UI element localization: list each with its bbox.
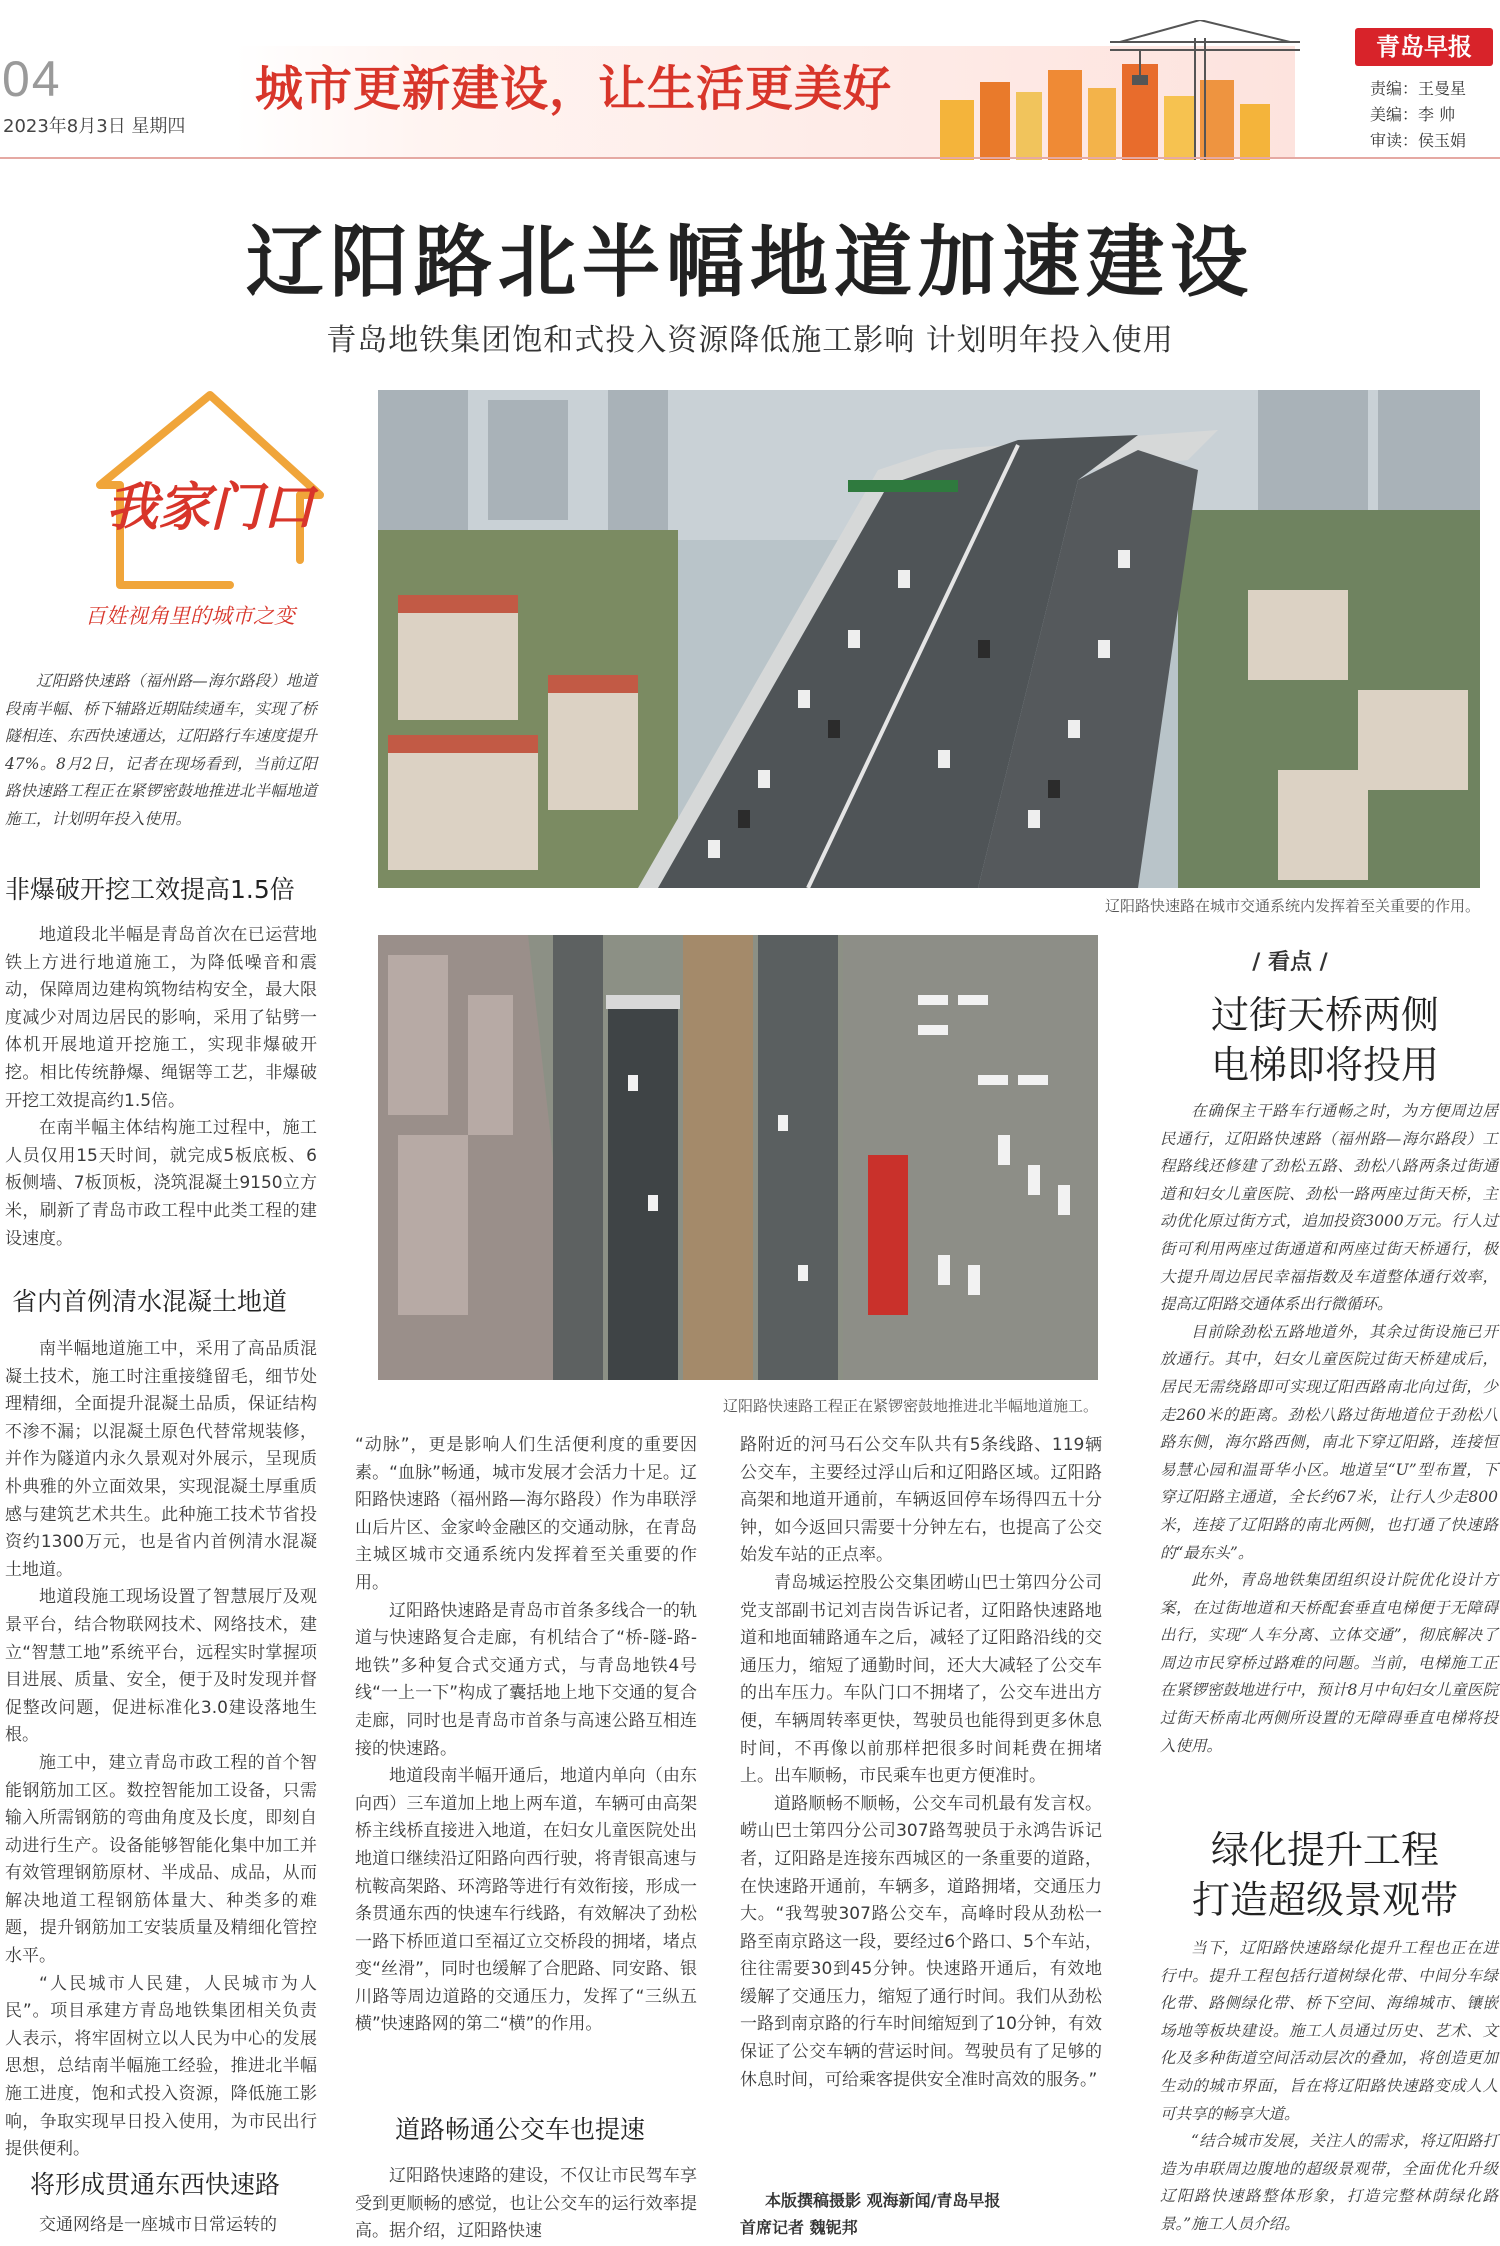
sidebar-heading-elevator-line2: 电梯即将投用 xyxy=(1210,1043,1439,1087)
sidebar-heading-elevator-line1: 过街天桥两侧 xyxy=(1210,993,1439,1037)
page-slogan: 城市更新建设，让生活更美好 xyxy=(255,61,893,117)
article-lead: 辽阳路快速路（福州路—海尔路段）地道段南半幅、桥下辅路近期陆续通车，实现了桥隧相连、东西快速通达，辽阳路行车速度提升47%。8月2日，记者在现场看到，当前辽阳路快速路工程正在紧锣密鼓地推进北半幅地道施工，计划明年投入使用。 xyxy=(5,672,317,828)
section-body-blasting: 地道段北半幅是青岛首次在已运营地铁上方进行地道施工，为降低噪音和震动，保障周边建构筑物结构安全，最大限度减少对周边居民的影响，采用了钻劈一体机开展地道开挖施工，实现非爆破开挖。相比传统静爆、绳锯等工艺，非爆破开挖工效提高约1.5倍。 在南半幅主体结构施工过程中，施工人员仅用15天时间，就完成5板底板、6板侧墙、7板顶板，浇筑混凝土9150立方米，刷新了青岛市政工程中此类工程的建设速度。 xyxy=(5,925,317,1249)
photo-expressway-aerial xyxy=(378,390,1480,888)
section-heading-expressway: 将形成贯通东西快速路 xyxy=(30,2170,281,2199)
section-heading-bus: 道路畅通公交车也提速 xyxy=(395,2115,646,2144)
sidebar-body-greening: 当下，辽阳路快速路绿化提升工程也正在进行中。提升工程包括行道树绿化带、中间分车绿化带、路侧绿化带、桥下空间、海绵城市、镶嵌场地等板块建设。施工人员通过历史、艺术、文化及多种街道空间活动层次的叠加，将创造更加生动的城市界面，旨在将辽阳路快速路变成人人可共享的畅享大道。 “结合城市发展，关注人的需求，将辽阳路打造为串联周边腹地的超级景观带，全面优化升级辽阳路快速路整体形象，打造完整林荫绿化路景。”施工人员介绍。 xyxy=(1160,1939,1498,2233)
section-body-bus-start: 辽阳路快速路的建设，不仅让市民驾车享受到更顺畅的感觉，也让公交车的运行效率提高。据介绍，辽阳路快速 xyxy=(355,2166,697,2242)
credit-proofreader: 审读：侯玉娟 xyxy=(1370,131,1467,150)
issue-date: 2023年8月3日 星期四 xyxy=(3,116,186,137)
column-logo-title: 我家门口 xyxy=(105,478,315,538)
credit-designer: 美编：李 帅 xyxy=(1370,105,1456,124)
section-heading-concrete: 省内首例清水混凝土地道 xyxy=(12,1287,288,1316)
sidebar-label: / 看点 / xyxy=(1252,950,1328,975)
article-subheadline: 青岛地铁集团饱和式投入资源降低施工影响 计划明年投入使用 xyxy=(326,323,1174,358)
sidebar-body-elevator: 在确保主干路车行通畅之时，为方便周边居民通行，辽阳路快速路（福州路—海尔路段）工程路线还修建了劲松五路、劲松八路两条过街通道和妇女儿童医院、劲松一路两座过街天桥，主动优化原过街方式，追加投资3000万元。行人过街可利用两座过街通道和两座过街天桥通行，极大提升周边居民幸福指数及车道整体通行效率，提高辽阳路交通体系出行微循环。 目前除劲松五路地道外，其余过街设施已开放通行。其中，妇女儿童医院过街天桥建成后，居民无需绕路即可实现辽阳西路南北向过街，少走260米的距离。劲松八路过街地道位于劲松八路东侧，海尔路西侧，南北下穿辽阳路，连接恒易慧心园和温哥华小区。地道呈“U”型布置，下穿辽阳路主通道，全长约67米，让行人少走800米，连接了辽阳路的南北两侧，也打通了快速路的“最东头”。 此外，青岛地铁集团组织设计院优化设计方案，在过街地道和天桥配套垂直电梯便于无障碍出行，实现“人车分离、立体交通”，彻底解决了周边市民穿桥过路难的问题。当前，电梯施工正在紧锣密鼓地进行中，预计8月中旬妇女儿童医院过街天桥南北两侧所设置的无障碍垂直电梯将投入使用。 xyxy=(1160,1102,1498,1755)
section-body-concrete: 南半幅地道施工中，采用了高品质混凝土技术，施工时注重接缝留毛，细节处理精细，全面提升混凝土品质，保证结构不渗不漏；以混凝土原色代替常规装修，并作为隧道内永久景观对外展示，呈现质朴典雅的外立面效果，实现混凝土厚重质感与建筑艺术共生。此种施工技术节省投资约1300万元，也是省内首例清水混凝土地道。 地道段施工现场设置了智慧展厅及观景平台，结合物联网技术、网络技术，建立“智慧工地”系统平台，远程实时掌握项目进展、质量、安全，便于及时发现并督促整改问题，促进标准化3.0建设落地生根。 施工中，建立青岛市政工程的首个智能钢筋加工区。数控智能加工设备，只需输入所需钢筋的弯曲角度及长度，即刻自动进行生产。设备能够智能化集中加工并有效管理钢筋原材、半成品、成品，从而解决地道工程钢筋体量大、种类多的难题，提升钢筋加工安装质量及精细化管控水平。 “人民城市人民建，人民城市为人民”。项目承建方青岛地铁集团相关负责人表示，将牢固树立以人民为中心的发展思想，总结南半幅施工经验，推进北半幅施工进度，饱和式投入资源，降低施工影响，争取实现早日投入使用，为市民出行提供便利。 xyxy=(5,1339,317,2160)
sidebar-heading-greening-line2: 打造超级景观带 xyxy=(1191,1878,1458,1922)
section-heading-blasting: 非爆破开挖工效提高1.5倍 xyxy=(5,875,295,904)
construction-skyline-illustration xyxy=(940,20,1310,160)
sidebar-heading-greening-line1: 绿化提升工程 xyxy=(1210,1828,1439,1872)
credit-editor: 责编：王曼星 xyxy=(1370,79,1467,98)
section-body-bus: 路附近的河马石公交车队共有5条线路、119辆公交车，主要经过浮山后和辽阳路区域。辽阳路高架和地道开通前，车辆返回停车场得四五十分钟，如今返回只需要十分钟左右，也提高了公交始发车站的正点率。 青岛城运控股公交集团崂山巴士第四分公司党支部副书记刘吉岗告诉记者，辽阳路快速路地道和地面辅路通车之后，减轻了辽阳路沿线的交通压力，缩短了通勤时间，还大大减轻了公交车的出车压力。车队门口不拥堵了，公交车进出方便，车辆周转率更快，驾驶员也能得到更多休息时间，不再像以前那样把很多时间耗费在拥堵上。出车顺畅，市民乘车也更方便准时。 道路顺畅不顺畅，公交车司机最有发言权。崂山巴士第四分公司307路驾驶员于永鸿告诉记者，辽阳路是连接东西城区的一条重要的道路，在快速路开通前，车辆多，道路拥堵，交通压力大。“我驾驶307路公交车，高峰时段从劲松一路至南京路这一段，要经过6个路口、5个车站，往往需要30到45分钟。快速路开通后，有效地缓解了交通压力，缩短了通行时间。我们从劲松一路到南京路的行车时间缩短到了10分钟，有效保证了公交车辆的营运时间。驾驶员有了足够的休息时间，可给乘客提供安全准时高效的服务。” xyxy=(740,1435,1102,2090)
photo-caption-tunnel: 辽阳路快速路工程正在紧锣密鼓地推进北半幅地道施工。 xyxy=(722,1397,1098,1415)
column-logo xyxy=(60,385,345,635)
byline-reporter: 首席记者 魏铌邦 xyxy=(740,2218,858,2237)
section-body-expressway-start: 交通网络是一座城市日常运转的 xyxy=(39,2215,277,2235)
newspaper-logo: 青岛早报 xyxy=(1355,28,1493,66)
article-headline: 辽阳路北半幅地道加速建设 xyxy=(245,217,1254,308)
page-number: 04 xyxy=(2,51,62,107)
section-body-expressway: “动脉”，更是影响人们生活便利度的重要因素。“血脉”畅通，城市发展才会活力十足。辽阳路快速路（福州路—海尔路段）作为串联浮山后片区、金家岭金融区的交通动脉，在青岛主城区城市交通系统内发挥着至关重要的作用。 辽阳路快速路是青岛市首条多线合一的轨道与快速路复合走廊，有机结合了“桥-隧-路-地铁”多种复合式交通方式，与青岛地铁4号线“一上一下”构成了囊括地上地下交通的复合走廊，同时也是青岛市首条与高速公路互相连接的快速路。 地道段南半幅开通后，地道内单向（由东向西）三车道加上地上两车道，车辆可由高架桥主线桥直接进入地道，在妇女儿童医院处出地道口继续沿辽阳路向西行驶，将青银高速与杭鞍高架路、环湾路等进行有效衔接，形成一条贯通东西的快速车行线路，有效解决了劲松一路下桥匝道口至福辽立交桥段的拥堵，堵点变“丝滑”，同时也缓解了合肥路、同安路、银川路等周边道路的交通压力，发挥了“三纵五横”快速路网的第二“横”的作用。 xyxy=(355,1435,697,2035)
column-logo-tagline: 百姓视角里的城市之变 xyxy=(85,604,295,628)
photo-caption-expressway: 辽阳路快速路在城市交通系统内发挥着至关重要的作用。 xyxy=(1104,897,1480,915)
photo-tunnel-construction xyxy=(378,935,1098,1380)
byline-source: 本版撰稿摄影 观海新闻/青岛早报 xyxy=(765,2191,1001,2210)
header-divider xyxy=(0,157,1500,159)
